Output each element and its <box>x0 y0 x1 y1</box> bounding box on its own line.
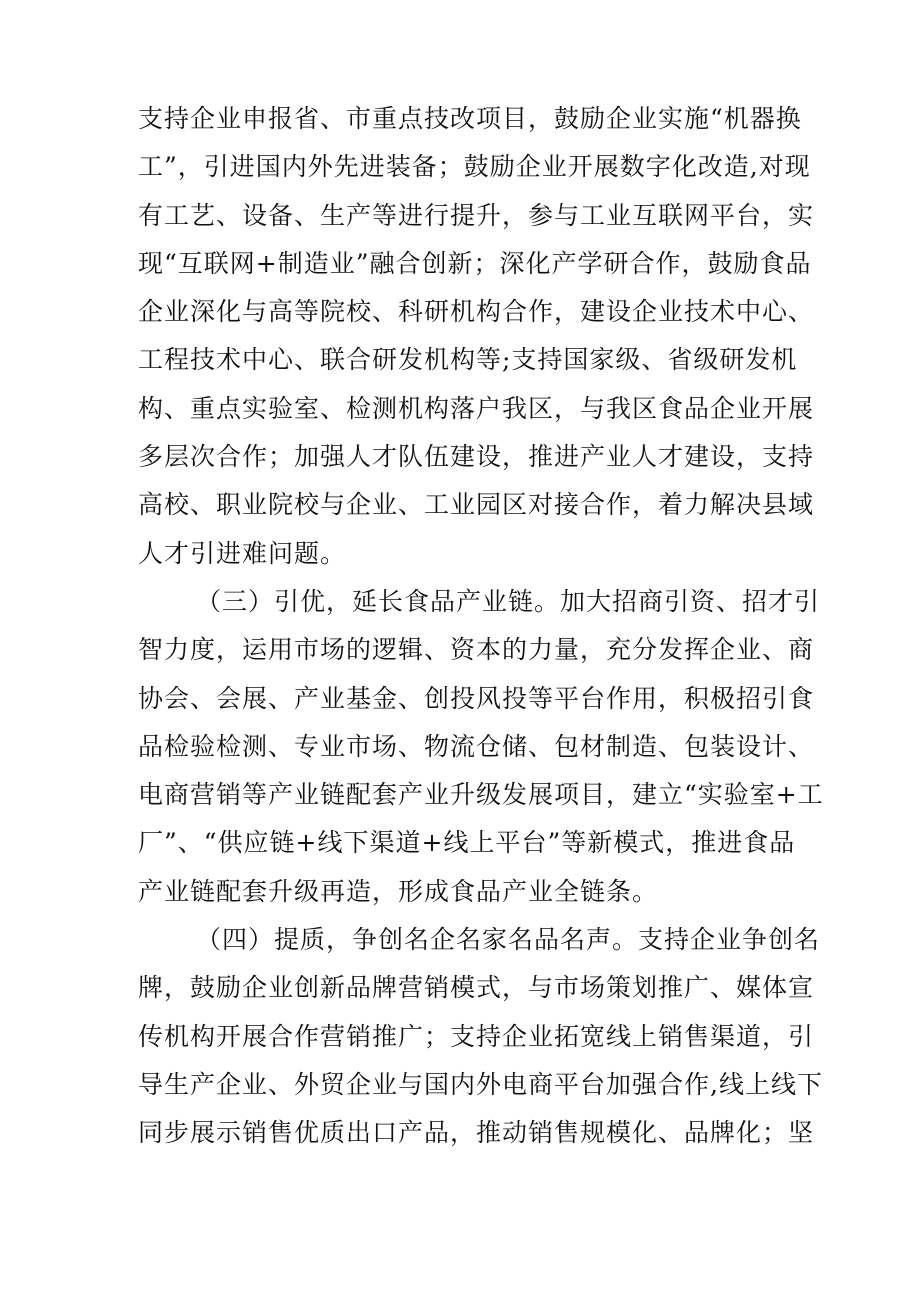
text-line: 协会、会展、产业基金、创投风投等平台作用，积极招引食 <box>138 683 815 713</box>
text-line: 人才引进难问题。 <box>138 538 347 568</box>
text-line: 电商营销等产业链配套产业升级发展项目，建立“实验室+工 <box>138 780 824 810</box>
paragraph-tech-upgrade <box>138 95 815 578</box>
paragraph-section-three <box>138 578 824 916</box>
text-line: 有工艺、设备、生产等进行提升，参与工业互联网平台，实 <box>138 200 815 230</box>
text-line: 多层次合作；加强人才队伍建设，推进产业人才建设，支持 <box>138 442 815 472</box>
text-line: 构、重点实验室、检测机构落户我区，与我区食品企业开展 <box>138 393 815 423</box>
text-line: 工”，引进国内外先进装备；鼓励企业开展数字化改造,对现 <box>138 152 811 182</box>
text-line: 牌，鼓励企业创新品牌营销模式，与市场策划推广、媒体宣 <box>138 973 815 1003</box>
text-line: 高校、职业院校与企业、工业园区对接合作，着力解决县域 <box>138 490 815 520</box>
text-line: 企业深化与高等院校、科研机构合作，建设企业技术中心、 <box>138 297 815 327</box>
paragraph-section-four <box>138 916 823 1157</box>
text-line: 品检验检测、专业市场、物流仓储、包材制造、包装设计、 <box>138 731 815 761</box>
text-line: （三）引优，延长食品产业链。加大招商引资、招才引 <box>196 586 821 616</box>
text-line: 现“互联网+制造业”融合创新；深化产学研合作，鼓励食品 <box>138 248 812 278</box>
text-line: 产业链配套升级再造，形成食品产业全链条。 <box>138 876 659 906</box>
body-text <box>138 95 824 1158</box>
text-line: 传机构开展合作营销推广；支持企业拓宽线上销售渠道，引 <box>138 1021 815 1051</box>
text-line: 智力度，运用市场的逻辑、资本的力量，充分发挥企业、商 <box>138 635 815 665</box>
text-line: （四）提质，争创名企名家名品名声。支持企业争创名 <box>196 925 821 955</box>
text-line: 工程技术中心、联合研发机构等;支持国家级、省级研发机 <box>138 345 798 375</box>
text-line: 同步展示销售优质出口产品，推动销售规模化、品牌化；坚 <box>138 1118 815 1148</box>
text-line: 支持企业申报省、市重点技改项目，鼓励企业实施“机器换 <box>138 104 802 133</box>
text-line: 厂”、“供应链+线下渠道+线上平台”等新模式，推进食品 <box>138 828 796 858</box>
text-line: 导生产企业、外贸企业与国内外电商平台加强合作,线上线下 <box>138 1069 823 1099</box>
